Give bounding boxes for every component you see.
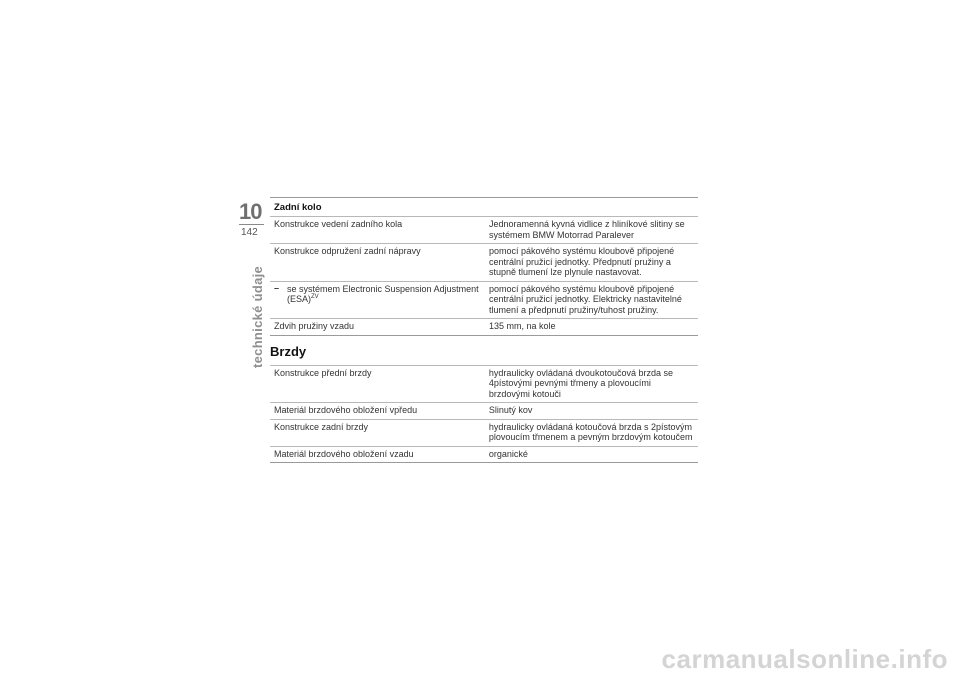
row-label: Konstrukce vedení zadního kola: [270, 217, 485, 244]
row-value: hydraulicky ovládaná kotoučová brzda s 2pístovým plovoucím třmenem a pevným brzdovým kotoučem: [485, 419, 698, 446]
row-label: Materiál brzdového obložení vpředu: [270, 403, 485, 420]
table-row: [270, 319, 698, 336]
row-label: Zdvih pružiny vzadu: [270, 319, 485, 336]
table-row: [270, 403, 698, 420]
chapter-divider: [239, 224, 264, 225]
row-label: Konstrukce přední brzdy: [270, 365, 485, 403]
row-value: pomocí pákového systému kloubově připojené centrální pružicí jednotky. Předpnutí pružiny a stupně tlumení lze plynule nastavovat.: [485, 244, 698, 282]
optional-equipment-mark: ZV: [311, 294, 319, 300]
table-row: [270, 244, 698, 282]
chapter-number: 10: [239, 199, 262, 224]
dash-list-item: [274, 284, 481, 305]
row-label: Konstrukce odpružení zadní nápravy: [270, 244, 485, 282]
table-row: [270, 365, 698, 403]
rear-wheel-title: Zadní kolo: [270, 197, 698, 216]
row-value: 135 mm, na kole: [485, 319, 698, 336]
brakes-title: Brzdy: [270, 343, 307, 359]
row-label-cell: [270, 281, 485, 319]
row-label: se systémem Electronic Suspension Adjustment (ESA): [287, 283, 479, 304]
dash-bullet: –: [274, 282, 280, 293]
chapter-side-label: technické údaje: [250, 265, 265, 368]
table-row: [270, 281, 698, 319]
rear-wheel-table: [270, 216, 698, 336]
table-row: [270, 446, 698, 463]
site-watermark: carmanualsonline.info: [661, 644, 948, 674]
row-label: Konstrukce zadní brzdy: [270, 419, 485, 446]
row-value: Jednoramenná kyvná vidlice z hliníkové slitiny se systémem BMW Motorrad Paralever: [485, 217, 698, 244]
table-row: [270, 217, 698, 244]
row-value: hydraulicky ovládaná dvoukotoučová brzda se 4pístovými pevnými třmeny a plovoucími brzdovými kotouči: [485, 365, 698, 403]
row-value: Slinutý kov: [485, 403, 698, 420]
row-value: pomocí pákového systému kloubově připojené centrální pružicí jednotky. Elektricky nastavitelné tlumení a předpnutí pružiny/tuhost pružiny.: [485, 281, 698, 319]
row-label: Materiál brzdového obložení vzadu: [270, 446, 485, 463]
spec-content: [270, 197, 698, 463]
row-value: organické: [485, 446, 698, 463]
brakes-table: [270, 365, 698, 464]
table-row: [270, 419, 698, 446]
page-number: 142: [241, 227, 258, 238]
